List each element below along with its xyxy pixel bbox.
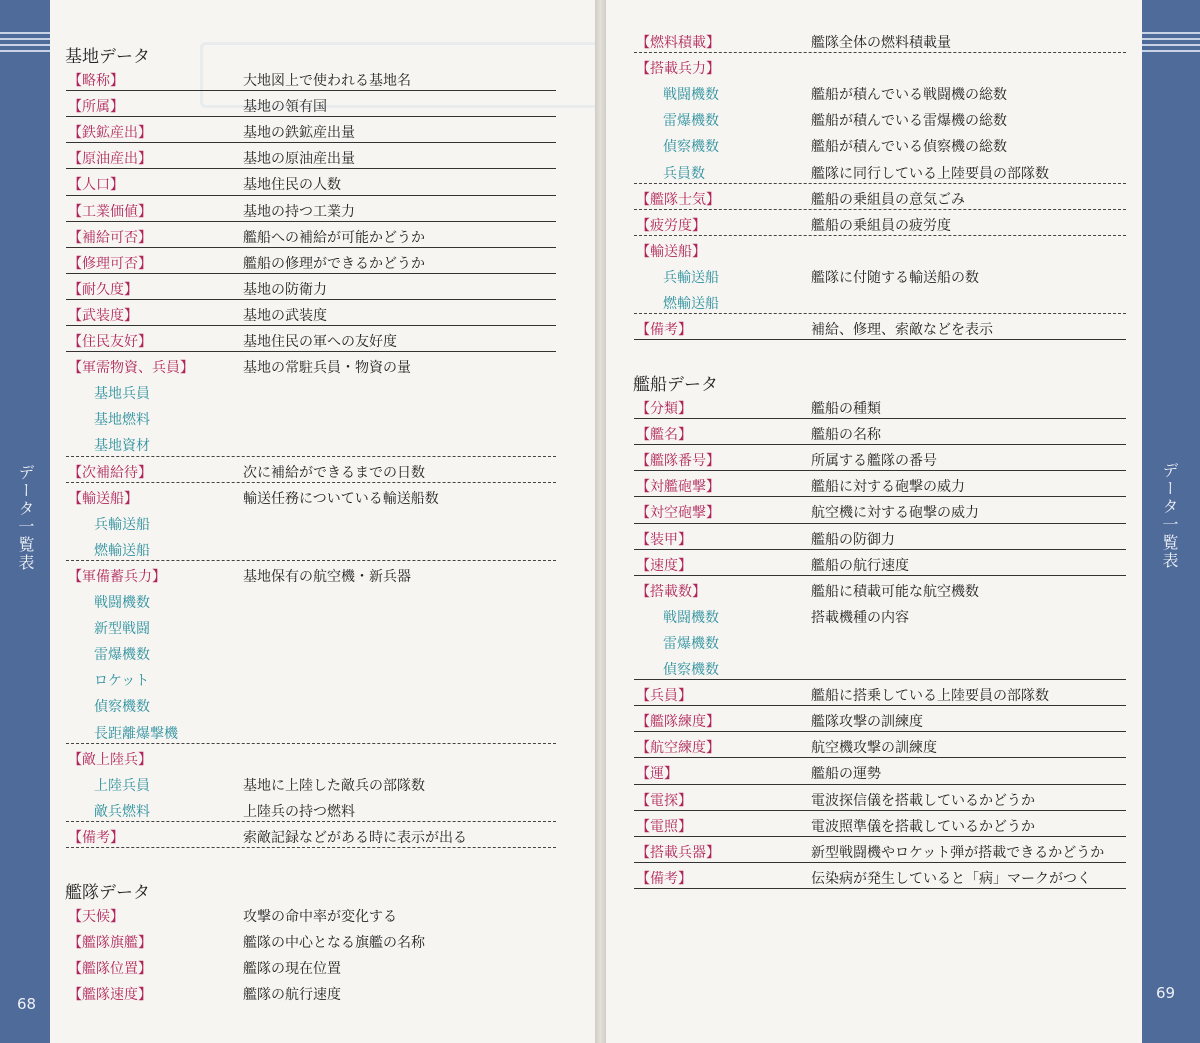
- dashed-rule: [634, 52, 1126, 53]
- sub-field-label: 雷爆機数: [663, 635, 719, 652]
- list-item: [50, 405, 595, 431]
- field-description: 上陸兵の持つ燃料: [243, 803, 355, 820]
- row-rule: [66, 90, 556, 91]
- field-label: 【輸送船】: [636, 243, 706, 260]
- field-label: 【艦隊練度】: [636, 714, 720, 731]
- field-label: 【軍備蓄兵力】: [68, 568, 166, 585]
- row-rule: [66, 142, 556, 143]
- field-label: 【艦隊士気】: [636, 191, 720, 208]
- margin-stripes: [0, 32, 50, 58]
- ship-data-title: 艦船データ: [633, 375, 718, 395]
- field-description: 艦船の航行速度: [811, 557, 909, 574]
- list-item: [606, 472, 1142, 498]
- field-label: 【艦隊旗艦】: [68, 935, 152, 952]
- list-item: [606, 28, 1142, 54]
- list-item: [50, 771, 595, 797]
- field-label: 【艦隊番号】: [636, 453, 720, 470]
- dashed-rule: [66, 847, 556, 848]
- field-description: 艦船の防御力: [811, 531, 895, 548]
- field-label: 【耐久度】: [68, 281, 138, 298]
- sub-field-label: 偵察機数: [663, 662, 719, 678]
- row-rule: [634, 444, 1126, 445]
- list-item: [50, 275, 595, 301]
- list-item: [50, 640, 595, 666]
- field-description: 所属する艦隊の番号: [811, 453, 937, 470]
- field-label: 【対艦砲撃】: [636, 479, 720, 496]
- list-item: [606, 289, 1142, 315]
- sub-field-label: 燃輸送船: [663, 296, 719, 312]
- field-label: 【運】: [636, 766, 678, 783]
- list-item: [50, 379, 595, 405]
- field-description: 基地住民の軍への友好度: [243, 334, 397, 350]
- field-description: 次に補給ができるまでの日数: [243, 464, 425, 481]
- field-description: 基地保有の航空機・新兵器: [243, 568, 411, 585]
- list-item: [606, 786, 1142, 812]
- page-number-right: 69: [1156, 984, 1176, 1002]
- list-item: [606, 733, 1142, 759]
- field-label: 【所属】: [68, 99, 124, 116]
- field-description: 伝染病が発生していると「病」マークがつく: [811, 870, 1091, 887]
- field-label: 【略称】: [68, 73, 124, 89]
- field-label: 【住民友好】: [68, 334, 152, 350]
- margin-stripes: [1142, 32, 1200, 58]
- side-tab-left: データ一覧表: [16, 464, 35, 572]
- field-description: 艦船に対する砲撃の威力: [811, 479, 965, 496]
- sub-field-label: ロケット: [94, 673, 150, 690]
- field-description: 艦隊攻撃の訓練度: [811, 714, 923, 731]
- field-description: 航空機攻撃の訓練度: [811, 740, 937, 757]
- field-label: 【兵員】: [636, 688, 692, 705]
- field-description: 艦船が積んでいる雷爆機の総数: [811, 113, 1007, 130]
- list-item: [50, 66, 595, 92]
- field-description: 艦船が積んでいる戦闘機の総数: [811, 87, 1007, 104]
- field-description: 艦隊の中心となる旗艦の名称: [243, 935, 425, 952]
- list-item: [50, 327, 595, 353]
- row-rule: [634, 888, 1126, 889]
- sub-field-label: 新型戦闘: [94, 621, 150, 638]
- side-tab-right: データ一覧表: [1160, 462, 1179, 570]
- field-description: 輸送任務についている輸送船数: [243, 490, 439, 507]
- sub-field-label: 基地燃料: [94, 412, 150, 429]
- list-item: [606, 446, 1142, 472]
- field-description: 基地に上陸した敵兵の部隊数: [243, 777, 425, 794]
- field-label: 【備考】: [636, 870, 692, 887]
- list-item: [50, 928, 595, 954]
- field-description: 艦隊に同行している上陸要員の部隊数: [811, 165, 1049, 182]
- dashed-rule: [634, 313, 1126, 314]
- dashed-rule: [634, 183, 1126, 184]
- list-item: [606, 707, 1142, 733]
- list-item: [606, 681, 1142, 707]
- field-description: 艦船が積んでいる偵察機の総数: [811, 139, 1007, 156]
- field-label: 【工業価値】: [68, 203, 152, 220]
- field-description: 補給、修理、索敵などを表示: [811, 322, 993, 339]
- right-margin-band: [1142, 0, 1200, 1043]
- row-rule: [634, 810, 1126, 811]
- list-item: [606, 655, 1142, 681]
- list-item: [50, 614, 595, 640]
- field-description: 艦隊全体の燃料積載量: [811, 35, 951, 51]
- list-item: [50, 745, 595, 771]
- dashed-rule: [634, 209, 1126, 210]
- field-label: 【速度】: [636, 557, 692, 574]
- sub-field-label: 兵員数: [663, 165, 705, 182]
- left-margin-band: [0, 0, 50, 1043]
- list-item: [50, 431, 595, 457]
- field-label: 【装甲】: [636, 531, 692, 548]
- list-item: [606, 603, 1142, 629]
- field-description: 基地の防衛力: [243, 281, 327, 298]
- list-item: [50, 118, 595, 144]
- field-label: 【対空砲撃】: [636, 505, 720, 522]
- field-label: 【天候】: [68, 909, 124, 925]
- book-gutter: [595, 0, 606, 1043]
- list-item: [50, 301, 595, 327]
- dashed-rule: [66, 821, 556, 822]
- list-item: [606, 838, 1142, 864]
- field-label: 【次補給待】: [68, 464, 152, 481]
- field-label: 【艦隊速度】: [68, 987, 152, 1004]
- list-item: [606, 263, 1142, 289]
- fleet-data-title: 艦隊データ: [65, 883, 150, 903]
- list-item: [606, 498, 1142, 524]
- dashed-rule: [66, 456, 556, 457]
- field-description: 艦船の種類: [811, 401, 881, 417]
- list-item: [50, 719, 595, 745]
- sub-field-label: 基地資材: [94, 438, 150, 455]
- dashed-rule: [66, 560, 556, 561]
- list-item: [606, 864, 1142, 890]
- field-label: 【艦名】: [636, 427, 692, 444]
- list-item: [606, 237, 1142, 263]
- field-label: 【電照】: [636, 818, 692, 835]
- row-rule: [66, 273, 556, 274]
- field-description: 基地の領有国: [243, 99, 327, 116]
- field-label: 【敵上陸兵】: [68, 751, 152, 768]
- dashed-rule: [66, 743, 556, 744]
- sub-field-label: 敵兵燃料: [94, 803, 150, 820]
- field-description: 艦船への補給が可能かどうか: [243, 229, 425, 246]
- list-item: [606, 812, 1142, 838]
- sub-field-label: 戦闘機数: [663, 87, 719, 104]
- list-item: [50, 954, 595, 980]
- field-description: 基地の鉄鉱産出量: [243, 125, 355, 142]
- sub-field-label: 長距離爆撃機: [94, 725, 178, 742]
- list-item: [606, 132, 1142, 158]
- right-page: [606, 0, 1142, 1043]
- field-description: 艦船の名称: [811, 427, 881, 444]
- field-description: 艦船の修理ができるかどうか: [243, 255, 425, 272]
- list-item: [606, 629, 1142, 655]
- list-item: [50, 536, 595, 562]
- field-label: 【疲労度】: [636, 217, 706, 234]
- list-item: [606, 80, 1142, 106]
- field-description: 大地図上で使われる基地名: [243, 73, 411, 89]
- list-item: [606, 185, 1142, 211]
- field-description: 電波探信儀を搭載しているかどうか: [811, 792, 1035, 809]
- field-label: 【分類】: [636, 401, 692, 417]
- field-description: 艦隊の航行速度: [243, 987, 341, 1004]
- field-label: 【搭載兵力】: [636, 61, 720, 78]
- field-label: 【原油産出】: [68, 151, 152, 168]
- row-rule: [66, 221, 556, 222]
- field-description: 航空機に対する砲撃の威力: [811, 505, 979, 522]
- list-item: [50, 562, 595, 588]
- row-rule: [634, 549, 1126, 550]
- list-item: [606, 394, 1142, 420]
- list-item: [50, 980, 595, 1006]
- list-item: [50, 92, 595, 118]
- list-item: [50, 223, 595, 249]
- row-rule: [634, 418, 1126, 419]
- list-item: [606, 420, 1142, 446]
- field-label: 【艦隊位置】: [68, 961, 152, 978]
- field-description: 艦船に積載可能な航空機数: [811, 583, 979, 600]
- row-rule: [634, 496, 1126, 497]
- base-data-title: 基地データ: [65, 47, 150, 67]
- row-rule: [634, 679, 1126, 680]
- field-label: 【航空練度】: [636, 740, 720, 757]
- list-item: [50, 144, 595, 170]
- field-description: 艦船の運勢: [811, 766, 881, 783]
- sub-field-label: 兵輸送船: [663, 269, 719, 286]
- field-description: 基地の持つ工業力: [243, 203, 355, 220]
- sub-field-label: 偵察機数: [94, 699, 150, 716]
- row-rule: [634, 523, 1126, 524]
- sub-field-label: 基地兵員: [94, 386, 150, 403]
- list-item: [606, 54, 1142, 80]
- sub-field-label: 戦闘機数: [663, 609, 719, 626]
- field-description: 基地の武装度: [243, 307, 327, 324]
- list-item: [50, 484, 595, 510]
- list-item: [606, 525, 1142, 551]
- field-description: 艦船の乗組員の疲労度: [811, 217, 951, 234]
- field-label: 【搭載数】: [636, 583, 706, 600]
- row-rule: [634, 784, 1126, 785]
- list-item: [50, 902, 595, 928]
- list-item: [50, 353, 595, 379]
- row-rule: [634, 757, 1126, 758]
- field-label: 【備考】: [68, 829, 124, 846]
- field-description: 基地の原油産出量: [243, 151, 355, 168]
- list-item: [606, 759, 1142, 785]
- row-rule: [634, 836, 1126, 837]
- list-item: [50, 510, 595, 536]
- sub-field-label: 戦闘機数: [94, 595, 150, 611]
- row-rule: [634, 575, 1126, 576]
- row-rule: [66, 299, 556, 300]
- list-item: [50, 797, 595, 823]
- field-label: 【鉄鉱産出】: [68, 125, 152, 142]
- list-item: [606, 211, 1142, 237]
- field-label: 【修理可否】: [68, 255, 152, 272]
- list-item: [606, 551, 1142, 577]
- row-rule: [634, 705, 1126, 706]
- field-description: 基地住民の人数: [243, 177, 341, 194]
- sub-field-label: 偵察機数: [663, 139, 719, 156]
- dashed-rule: [634, 235, 1126, 236]
- row-rule: [66, 116, 556, 117]
- row-rule: [634, 731, 1126, 732]
- list-item: [606, 577, 1142, 603]
- list-item: [50, 170, 595, 196]
- field-label: 【電探】: [636, 792, 692, 809]
- sub-field-label: 兵輸送船: [94, 516, 150, 533]
- row-rule: [634, 862, 1126, 863]
- page-number-left: 68: [17, 995, 37, 1013]
- field-label: 【軍需物資、兵員】: [68, 360, 194, 377]
- field-description: 新型戦闘機やロケット弾が搭載できるかどうか: [811, 844, 1105, 861]
- list-item: [50, 692, 595, 718]
- field-label: 【搭載兵器】: [636, 844, 720, 861]
- field-label: 【補給可否】: [68, 229, 152, 246]
- row-rule: [66, 247, 556, 248]
- field-label: 【武装度】: [68, 307, 138, 324]
- field-description: 艦船の乗組員の意気ごみ: [811, 191, 965, 208]
- list-item: [50, 249, 595, 275]
- sub-field-label: 雷爆機数: [94, 647, 150, 664]
- field-label: 【備考】: [636, 322, 692, 339]
- dashed-rule: [66, 482, 556, 483]
- field-description: 艦隊に付随する輸送船の数: [811, 269, 979, 286]
- field-description: 艦船に搭乗している上陸要員の部隊数: [811, 688, 1049, 705]
- list-item: [50, 823, 595, 849]
- field-description: 搭載機種の内容: [811, 609, 909, 626]
- row-rule: [634, 339, 1126, 340]
- row-rule: [66, 168, 556, 169]
- list-item: [50, 197, 595, 223]
- row-rule: [66, 351, 556, 352]
- field-label: 【輸送船】: [68, 490, 138, 507]
- field-description: 攻撃の命中率が変化する: [243, 909, 397, 925]
- list-item: [606, 315, 1142, 341]
- sub-field-label: 雷爆機数: [663, 113, 719, 130]
- field-description: 索敵記録などがある時に表示が出る: [243, 829, 467, 846]
- row-rule: [66, 195, 556, 196]
- field-description: 電波照準儀を搭載しているかどうか: [811, 818, 1035, 835]
- list-item: [50, 588, 595, 614]
- list-item: [50, 458, 595, 484]
- row-rule: [66, 325, 556, 326]
- field-description: 艦隊の現在位置: [243, 961, 341, 978]
- sub-field-label: 燃輸送船: [94, 542, 150, 559]
- sub-field-label: 上陸兵員: [94, 777, 150, 794]
- list-item: [606, 106, 1142, 132]
- left-page: [50, 0, 595, 1043]
- field-label: 【人口】: [68, 177, 124, 194]
- list-item: [606, 159, 1142, 185]
- field-description: 基地の常駐兵員・物資の量: [243, 360, 411, 377]
- field-label: 【燃料積載】: [636, 35, 720, 51]
- list-item: [50, 666, 595, 692]
- row-rule: [634, 470, 1126, 471]
